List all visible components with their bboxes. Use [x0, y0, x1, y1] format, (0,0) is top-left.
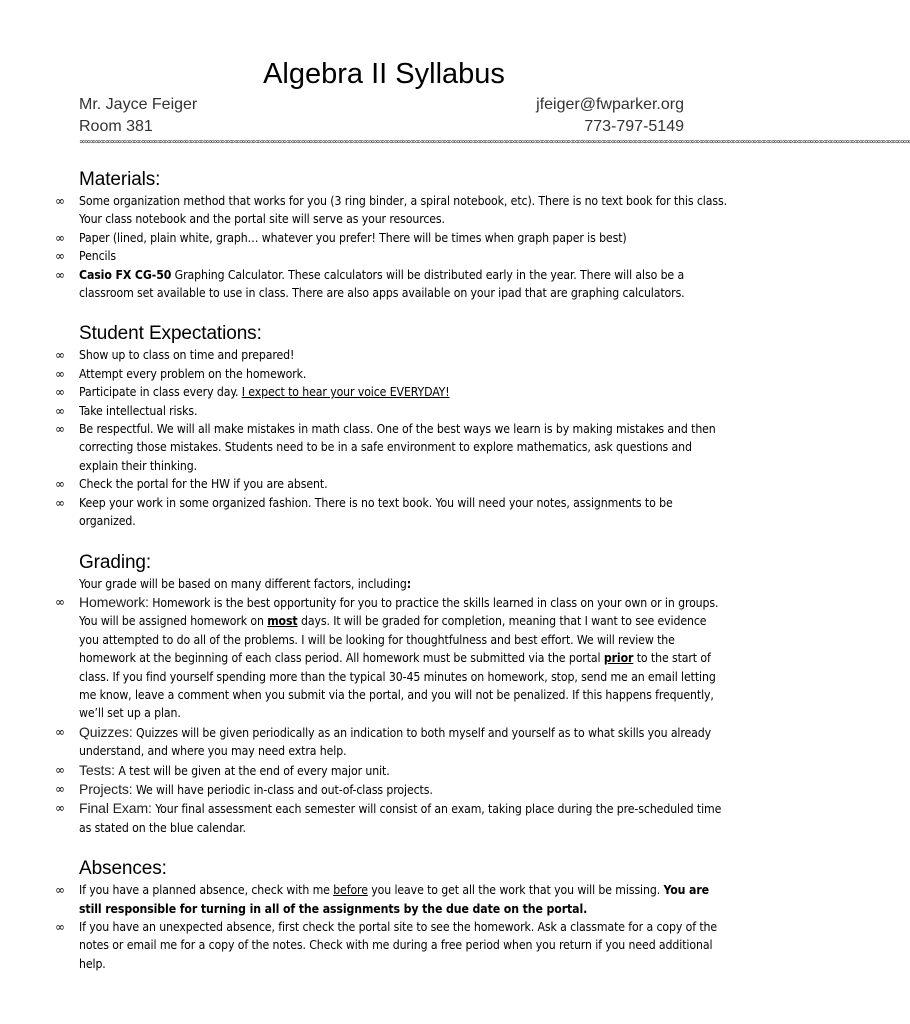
list-item: ∞ Some organization method that works for you (3 ring binder, a spiral notebook, etc). There is no text book for this class. Your class notebook and the portal site will serve as your resources. — [55, 194, 727, 227]
room-number: Room 381 — [79, 118, 153, 135]
infinity-bullet-icon: ∞ — [55, 348, 65, 363]
list-item: ∞ Check the portal for the HW if you are absent. — [79, 475, 729, 493]
list-item: ∞ Keep your work in some organized fashion. There is no text book. You will need your notes, assignments to be organized. — [55, 495, 673, 529]
list-item: ∞ If you have a planned absence, check with me before you leave to get all the work that you will be missing. You are still responsible for turning in all of the assignments by the due date on the portal. — [55, 883, 710, 916]
infinity-bullet-icon: ∞ — [55, 422, 65, 437]
list-item: ∞ Participate in class every day. I expect to hear your voice EVERYDAY! — [79, 383, 729, 401]
absences-list — [55, 881, 729, 973]
phone-number: 773-797-5149 — [584, 118, 684, 135]
list-item: ∞ Show up to class on time and prepared! — [79, 346, 729, 364]
list-item: ∞ Pencils — [79, 247, 729, 265]
infinity-bullet-icon: ∞ — [55, 920, 65, 934]
infinity-bullet-icon: ∞ — [55, 781, 65, 796]
infinity-bullet-icon: ∞ — [55, 762, 65, 777]
list-item: ∞ If you have an unexpected absence, first check the portal site to see the homework. Ask a classmate for a copy of the notes or email me for a copy of the notes. Check with me during a free period when you return if you need additional help. — [55, 920, 718, 971]
infinity-bullet-icon: ∞ — [55, 477, 65, 492]
grading-heading: Grading: — [79, 551, 152, 573]
infinity-bullet-icon: ∞ — [55, 385, 65, 400]
infinity-bullet-icon: ∞ — [55, 403, 65, 418]
infinity-bullet-icon: ∞ — [55, 230, 65, 245]
infinity-bullet-icon: ∞ — [55, 495, 65, 510]
list-item: ∞ Tests: A test will be given at the end of every major unit. — [55, 761, 390, 778]
list-item: ∞ Casio FX CG-50 Graphing Calculator. These calculators will be distributed early in the year. There will also be a classroom set available to use in class. There are also apps available on your ipad that are graphing calculators. — [55, 267, 685, 301]
list-item: ∞ Final Exam: Your final assessment each semester will consist of an exam, taking place during the pre-scheduled time as stated on the blue calendar. — [55, 800, 722, 835]
infinity-bullet-icon: ∞ — [55, 801, 65, 816]
header-row-room — [79, 118, 684, 136]
infinity-bullet-icon: ∞ — [55, 267, 65, 282]
list-item: ∞ Paper (lined, plain white, graph… whatever you prefer! There will be times when graph paper is best) — [79, 229, 729, 247]
page-title: Algebra II Syllabus — [263, 58, 505, 90]
syllabus-content — [55, 168, 729, 973]
infinity-bullet-icon: ∞ — [55, 594, 65, 609]
expectations-heading: Student Expectations: — [79, 323, 262, 345]
grading-intro: Your grade will be based on many different factors, including: — [79, 576, 412, 591]
infinity-bullet-icon: ∞ — [55, 249, 65, 264]
list-item: ∞ Be respectful. We will all make mistakes in math class. One of the best ways we learn is by making mistakes and then correcting those mistakes. Students need to be in a safe environment to explore mathematics, ask questions and explain their thinking. — [55, 422, 716, 473]
list-item: ∞ Attempt every problem on the homework. — [79, 365, 729, 383]
infinity-bullet-icon: ∞ — [55, 194, 65, 208]
materials-heading: Materials: — [79, 169, 161, 190]
infinity-bullet-icon: ∞ — [55, 883, 65, 898]
header-row-contact — [79, 96, 684, 114]
infinity-bullet-icon: ∞ — [55, 366, 65, 381]
materials-list — [55, 192, 729, 302]
list-item: ∞ Quizzes: Quizzes will be given periodically as an indication to both myself and yourself as to what skills you already understand, and where you may need extra help. — [55, 723, 712, 759]
expectations-list — [55, 346, 729, 530]
header-divider: ∞∞∞∞∞∞∞∞∞∞∞∞∞∞∞∞∞∞∞∞∞∞∞∞∞∞∞∞∞∞∞∞∞∞∞∞∞∞∞∞∞∞∞∞∞∞∞∞∞∞∞∞∞∞∞∞∞∞∞∞∞∞∞∞∞∞∞∞∞∞∞∞∞∞∞∞∞∞∞∞∞∞∞∞∞∞∞∞∞∞∞∞∞∞∞∞∞∞∞∞∞∞∞∞∞∞∞∞∞∞∞∞∞∞∞∞∞∞∞∞∞∞∞∞∞∞∞∞∞∞∞∞∞∞∞∞∞∞∞∞∞∞∞∞∞∞∞∞∞∞∞∞∞∞∞∞∞∞∞∞∞ — [79, 137, 910, 146]
list-item: ∞ Take intellectual risks. — [79, 402, 729, 420]
list-item: ∞ Projects: We will have periodic in-class and out-of-class projects. — [55, 780, 433, 797]
teacher-email: jfeiger@fwparker.org — [536, 96, 684, 113]
teacher-name: Mr. Jayce Feiger — [79, 96, 198, 113]
grading-list — [55, 593, 729, 837]
list-item: ∞ Homework: Homework is the best opportunity for you to practice the skills learned in class on your own or in groups. You will be assigned homework on most days. It will be graded for completion, meaning that I want to see evidence you attempted to do all of the problems. I will be looking for thoughtfulness and best effort. We will review the homework at the beginning of each class period. All homework must be submitted via the portal prior to the start of class. If you find yourself spending more than the typical 30-45 minutes on homework, stop, send me an email letting me know, leave a comment when you submit via the portal, and you will not be penalized. If this happens frequently, we’ll set up a plan. — [55, 593, 719, 721]
infinity-bullet-icon: ∞ — [55, 724, 65, 739]
absences-heading: Absences: — [79, 858, 167, 880]
